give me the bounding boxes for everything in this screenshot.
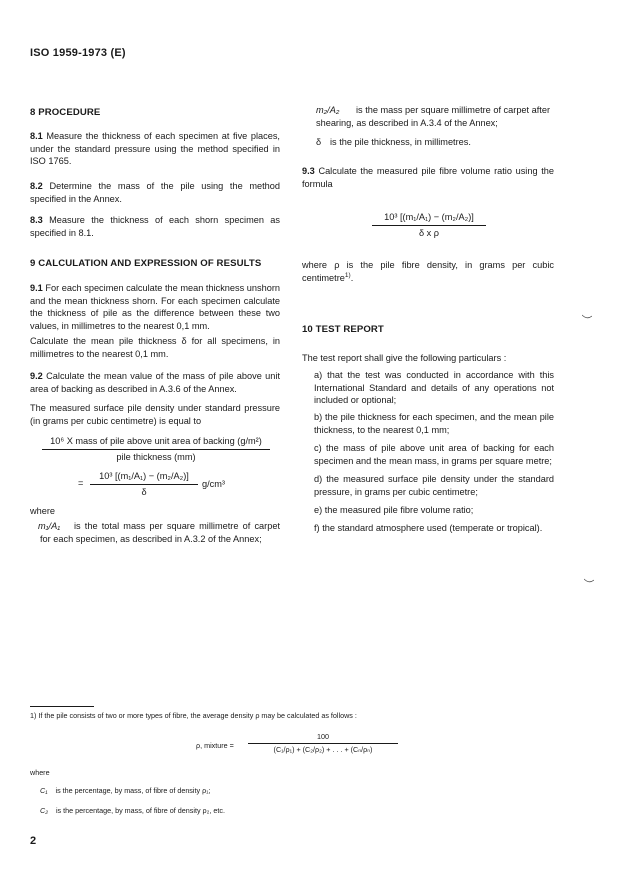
item-label: d) <box>314 474 323 484</box>
item-text: the pile thickness for each specimen, and the mean pile thickness, to the nearest 0,1 mm; <box>314 412 554 435</box>
paragraph-9-1b: Calculate the mean pile thickness δ for all specimens, in millimetres to the nearest 0,1 mm. <box>30 336 280 359</box>
paragraph-9-2 <box>30 370 280 395</box>
clause-number: 9.3 <box>302 166 315 176</box>
equation-lhs: ρ, mixture = <box>196 741 234 750</box>
symbol: m₁/A₁ <box>38 521 61 531</box>
footnote-text: 1) If the pile consists of two or more types of fibre, the average density ρ may be calculated as follows : <box>30 711 357 720</box>
paragraph-text: Measure the thickness of each shorn specimen as specified in 8.1. <box>30 215 280 238</box>
paragraph-text: Calculate the measured pile fibre volume ratio using the formula <box>302 166 554 189</box>
section-10-title: 10 TEST REPORT <box>302 324 384 335</box>
item-text: the measured surface pile density under the standard pressure, in grams per cubic centimetre; <box>314 474 554 497</box>
list-item <box>302 522 554 535</box>
paragraph-8-2 <box>30 180 280 205</box>
symbol: m₂/A₂ <box>316 105 340 115</box>
paragraph-9-3 <box>302 165 554 190</box>
equation-fraction <box>90 470 198 498</box>
list-item <box>302 369 554 407</box>
scan-mark <box>582 314 592 320</box>
section-8-title: 8 PROCEDURE <box>30 107 101 118</box>
clause-number: 8.2 <box>30 181 43 191</box>
equation-denominator: δ <box>141 486 147 497</box>
equation-numerator: 10⁶ X mass of pile above unit area of backing (g/m²) <box>42 435 270 450</box>
footnote-equation <box>196 732 406 760</box>
clause-number: 9.2 <box>30 371 43 381</box>
symbol: C₂ <box>40 806 48 815</box>
scan-mark <box>584 578 594 584</box>
equation-numerator: 100 <box>248 732 398 744</box>
document-header: ISO 1959-1973 (E) <box>30 47 126 59</box>
clause-number: 9.1 <box>30 283 43 293</box>
equation-denominator: δ x ρ <box>418 227 440 238</box>
item-text: that the test was conducted in accordance with this International Standard and details of any operations not included or optional; <box>314 370 554 406</box>
section-9-title: 9 CALCULATION AND EXPRESSION OF RESULTS <box>30 258 262 269</box>
where-label: where <box>30 506 56 516</box>
footnote-reference[interactable]: 1) <box>344 271 351 279</box>
definition-text: is the total mass per square millimetre of carpet for each specimen, as described in A.3.2 of the Annex; <box>40 521 280 544</box>
equation-denominator: pile thickness (mm) <box>116 451 196 462</box>
symbol: δ <box>316 137 322 147</box>
paragraph-9-3b: where ρ is the pile fibre density, in grams per cubic centimetre$^{1)}$. <box>302 260 554 283</box>
item-label: e) <box>314 505 323 515</box>
clause-number: 8.1 <box>30 131 43 141</box>
symbol: C₁ <box>40 786 48 795</box>
list-item <box>302 411 554 436</box>
equation-denominator: (C₁/ρ₁) + (C₂/ρ₂) + . . . + (Cₙ/ρₙ) <box>273 744 373 754</box>
paragraph-9-1 <box>30 282 280 333</box>
equals-sign: = <box>78 478 84 488</box>
report-intro: The test report shall give the following particulars : <box>302 353 507 363</box>
paragraph-text: Determine the mass of the pile using the method specified in the Annex. <box>30 181 280 204</box>
footnote-definition-c2 <box>40 806 440 816</box>
clause-number: 8.3 <box>30 215 43 225</box>
list-item <box>302 442 554 467</box>
item-text: the mass of pile above unit area of backing for each specimen and the mean mass, in grams per square metre; <box>314 443 555 466</box>
page-number: 2 <box>30 835 37 847</box>
paragraph-text: For each specimen calculate the mean thickness unshorn and the mean thickness shorn. For each specimen calculate the thickness of pile as the difference between these two values, in millimetres to the nearest 0,1 mm. <box>30 283 280 332</box>
paragraph-8-1 <box>30 130 280 168</box>
item-label: c) <box>314 443 322 453</box>
definition-text: is the pile thickness, in millimetres. <box>330 137 471 147</box>
footnote-where: where <box>30 768 50 777</box>
paragraph-text: Calculate the mean value of the mass of pile above unit area of backing as described in A.3.6 of the Annex. <box>30 371 280 394</box>
paragraph-text: Measure the thickness of each specimen at five places, under the standard pressure using the method specified in ISO 1765. <box>30 131 280 167</box>
item-label: f) <box>314 523 320 533</box>
paragraph-8-3 <box>30 214 280 239</box>
equation-density-result <box>78 470 278 500</box>
paragraph-9-2b: The measured surface pile density under standard pressure (in grams per cubic centimetre) is equal to <box>30 403 280 426</box>
footnote-separator <box>30 706 94 707</box>
equation-numerator: 10³ [(m₁/A₁) − (m₂/A₂)] <box>90 470 198 485</box>
item-text: the measured pile fibre volume ratio; <box>324 505 474 515</box>
definition-text: is the percentage, by mass, of fibre of density ρ₂, etc. <box>55 806 226 815</box>
item-label: a) <box>314 370 323 380</box>
item-text: the standard atmosphere used (temperate or tropical). <box>322 523 543 533</box>
paragraph-text: where ρ is the pile fibre density, in grams per cubic centimetre <box>302 260 554 283</box>
footnote-definition-c1 <box>40 786 440 796</box>
equation-density-fraction <box>42 435 270 463</box>
list-item <box>302 473 554 498</box>
item-label: b) <box>314 412 323 422</box>
definition-text: is the percentage, by mass, of fibre of density ρ₁; <box>55 786 211 795</box>
definition-text: is the mass per square millimetre of carpet after shearing, as described in A.3.4 of the Annex; <box>316 105 551 128</box>
equation-fraction <box>248 732 398 754</box>
equation-volume-ratio <box>372 211 486 239</box>
equation-unit: g/cm³ <box>202 479 225 489</box>
equation-numerator: 10³ [(m₁/A₁) − (m₂/A₂)] <box>372 211 486 226</box>
list-item <box>302 504 554 517</box>
